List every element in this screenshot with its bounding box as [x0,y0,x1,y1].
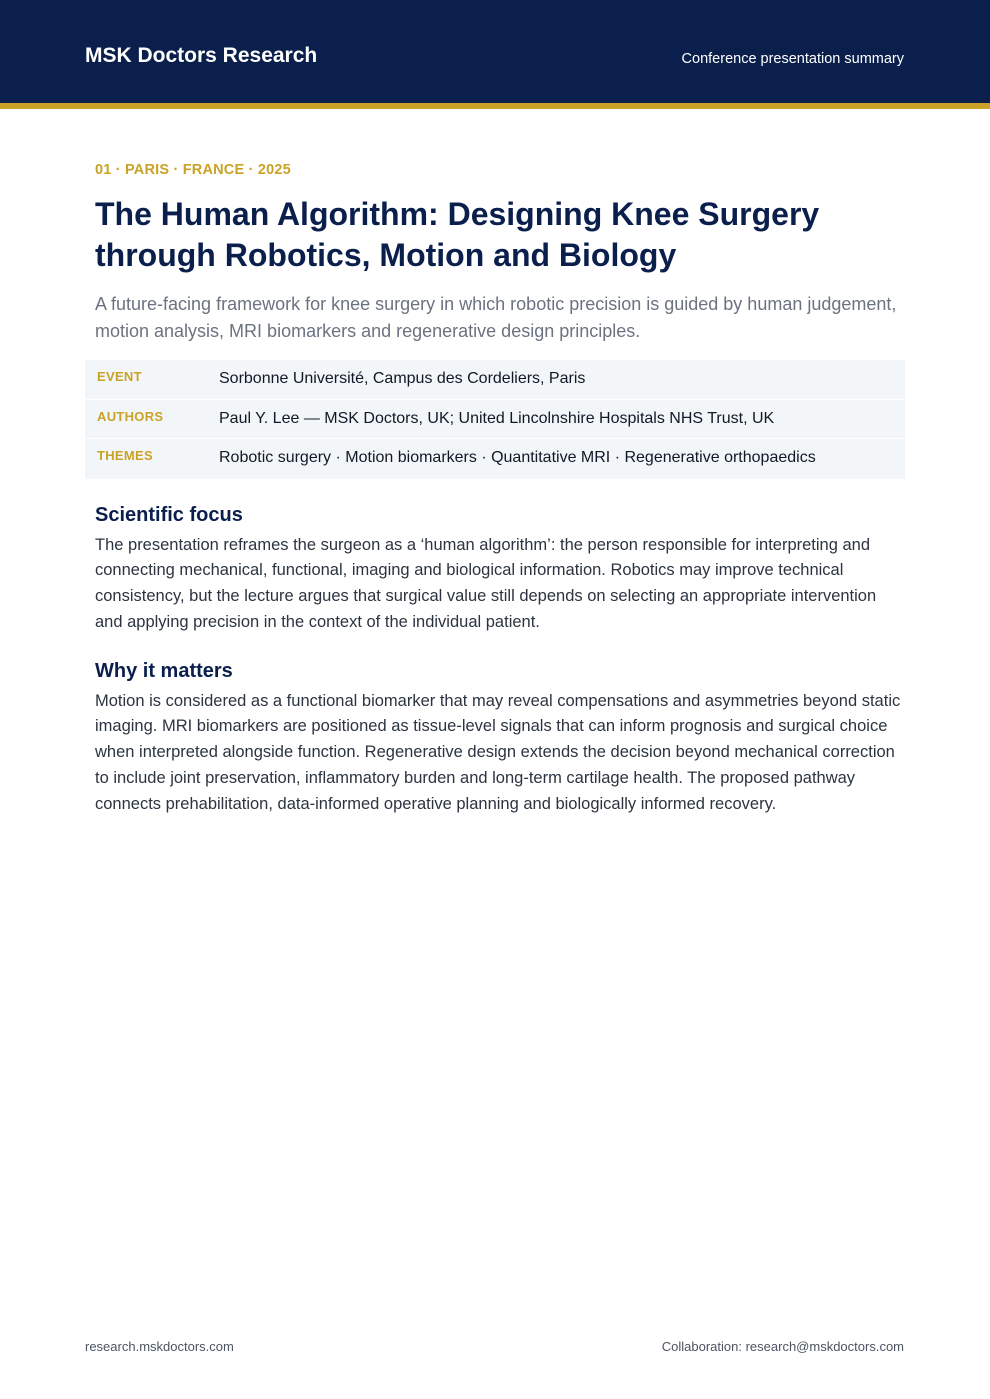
footer-website: research.mskdoctors.com [85,1339,234,1354]
brand-name: MSK Doctors Research [85,44,318,67]
meta-row-event [85,360,905,400]
meta-row-authors [85,400,905,440]
section-title-scientific-focus: Scientific focus [95,503,243,526]
footer-contact: Collaboration: research@mskdoctors.com [661,1339,904,1354]
meta-key-themes: THEMES [97,448,153,463]
meta-value-event: Sorbonne Université, Campus des Cordeliers, Paris [219,370,586,387]
meta-key-authors: AUTHORS [97,408,164,424]
header-tagline: Conference presentation summary [681,51,904,67]
meta-table [85,360,905,479]
page-subtitle: A future-facing framework for knee surgery in which robotic precision is guided by human judgement, motion analysis, MRI biomarkers and regenerative design principles. [95,294,897,341]
section-body-scientific-focus: The presentation reframes the surgeon as a ‘human algorithm’: the person responsible for interpreting and connecting mechanical, functional, imaging and biological information. Robotics may improve technical consistency, but the lecture argues that surgical value still depends on selecting an appropriate intervention and applying precision in the context of the individual patient. [95,535,877,631]
page-title: The Human Algorithm: Designing Knee Surgery through Robotics, Motion and Biology [95,196,820,273]
section-body-why-it-matters: Motion is considered as a functional biomarker that may reveal compensations and asymmetries beyond static imaging. MRI biomarkers are positioned as tissue-level signals that can inform prognosis and surgical choice when interpreted alongside function. Regenerative design extends the decision beyond mechanical correction to include joint preservation, inflammatory burden and long-term cartilage health. The proposed pathway connects prehabilitation, data-informed operative planning and biologically informed recovery. [95,691,901,813]
meta-value-authors: Paul Y. Lee — MSK Doctors, UK; United Lincolnshire Hospitals NHS Trust, UK [219,409,775,427]
page-header [0,0,990,103]
meta-row-themes [85,439,905,479]
header-accent-rule [0,103,990,109]
meta-value-themes: Robotic surgery · Motion biomarkers · Quantitative MRI · Regenerative orthopaedics [219,449,816,466]
meta-key-event: EVENT [97,369,142,384]
document-body [95,159,905,818]
kicker: 01 · PARIS · FRANCE · 2025 [95,162,291,178]
section-title-why-it-matters: Why it matters [95,659,233,682]
